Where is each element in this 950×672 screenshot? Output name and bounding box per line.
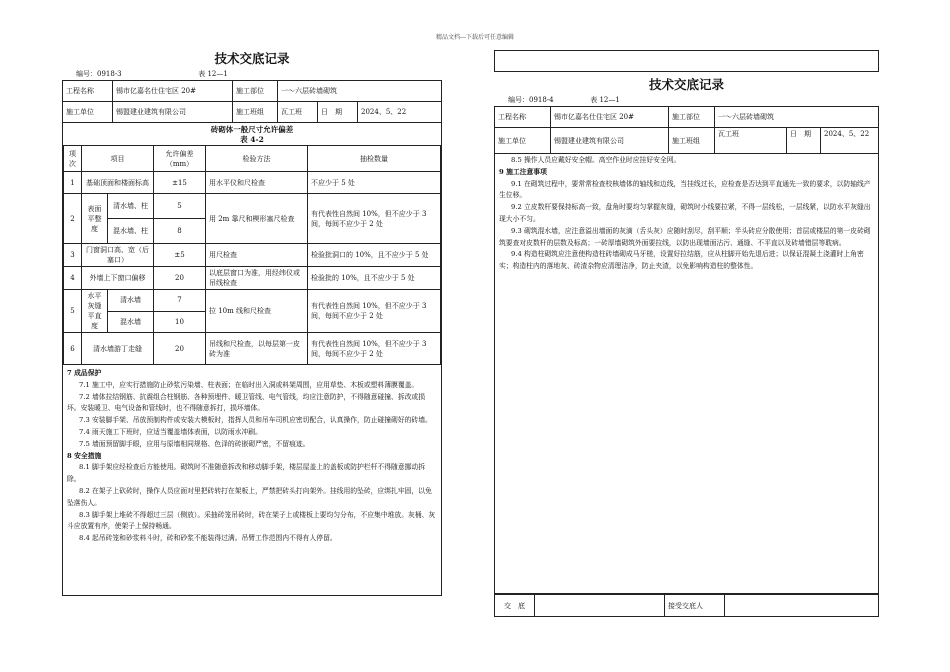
- date-value: 2024、5、22: [358, 102, 442, 123]
- para-9-3: 9.3 砌筑混水墙，应注意溢出墙面的灰滴（舌头灰）应随时刮尽，刮平顺；半头砖应分散使用；首层或楼层的第一皮砖砌筑要查对皮数杆的层数及标高；一砖厚墙砌筑外面要拉线，以防出现墙面沾污、通缝、不平直以及砖墙错层等耽病。: [499, 226, 871, 247]
- row-tol: 20: [154, 333, 206, 365]
- row-method: 以底层窗口为准，用经纬仪或吊线检查: [206, 267, 308, 290]
- header-note: 精品文档---下载后可任意编辑: [435, 34, 515, 41]
- row-no: 1: [64, 172, 82, 194]
- date-value: 2024、5、22: [821, 128, 879, 154]
- row-item: 表面平整度: [82, 194, 108, 244]
- section-7-title: 7 成品保护: [67, 369, 102, 377]
- left-content-box: [62, 123, 442, 596]
- row-item: 外墙上下窗口偏移: [82, 267, 154, 290]
- row-item: 水平灰缝平直度: [82, 290, 108, 333]
- part-value: 一～六层砖墙砌筑: [278, 81, 442, 102]
- date-label: 日 期: [318, 102, 358, 123]
- para-8-2: 8.2 在架子上砍砖时，操作人员应面对里把砖转打在架板上，严禁把砖头打向架外。挂线用的坠砖，应绑扎牢固，以免坠落伤人。: [67, 486, 432, 507]
- right-table-no: 表 12—1: [590, 96, 620, 104]
- row-qty: 不应少于 5 处: [308, 172, 441, 194]
- left-subhead: [62, 68, 442, 80]
- row-method: 吊线和尺检查，以每层第一皮砖为准: [206, 333, 308, 365]
- unit-value: 锡盟建业建筑有限公司: [551, 128, 669, 154]
- row-method: 用尺检查: [206, 244, 308, 267]
- row-qty: 有代表性自然间 10%，但不应少于 3 间，每间不应少于 2 处: [308, 333, 441, 365]
- part-value: 一～六层砖墙砌筑: [715, 107, 879, 128]
- left-body-text: [63, 368, 441, 545]
- para-7-1: 7.1 施工中，应实行措施防止砂浆污染墙、柱表面；在临时出入洞或料架周围，应用草垫、木板或塑料薄膜覆盖。: [79, 380, 419, 389]
- para-8-5: 8.5 操作人员应戴好安全帽。高空作业时应挂好安全网。: [511, 156, 681, 164]
- row-tol: ±15: [154, 172, 206, 194]
- handover-label: 交 底: [495, 595, 535, 617]
- col-method: 检验方法: [206, 146, 308, 172]
- right-subhead: [494, 94, 879, 106]
- project-value: 锡市亿嘉名仕住宅区 20#: [551, 107, 669, 128]
- para-8-3: 8.3 脚手架上堆砖不得超过三层（侧放）。采抽砖笼吊砖时，砖在架子上或楼板上要均匀分布，不应集中堆放。灰桶、灰斗应放置有序，使架子上保持畅通。: [67, 510, 436, 531]
- left-number: 编号：0918-3: [76, 70, 122, 78]
- right-sign-table: [494, 594, 879, 617]
- para-8-4: 8.4 起吊砖笼和砂浆料斗时，砖和砂浆不能装得过满。吊臂工作范围内不得有人停留。: [79, 534, 337, 543]
- tolerance-title: 砖砌体一般尺寸允许偏差: [210, 125, 294, 134]
- left-page: [62, 50, 442, 596]
- row-tol: 20: [154, 267, 206, 290]
- col-no: 项次: [64, 146, 82, 172]
- row-subitem: 清水墙: [108, 290, 154, 312]
- team-label: 施工班组: [233, 102, 278, 123]
- row-subitem: 混水墙、柱: [108, 219, 154, 244]
- left-title: 技术交底记录: [214, 51, 290, 66]
- right-number: 编号：0918-4: [508, 96, 554, 104]
- table-row: [64, 290, 441, 312]
- row-tol: 7: [154, 290, 206, 312]
- row-subitem: 混水墙: [108, 311, 154, 333]
- section-8-title: 8 安全措施: [67, 451, 102, 460]
- tolerance-table: [63, 145, 441, 365]
- project-label: 工程名称: [63, 81, 113, 102]
- table-row: [64, 333, 441, 365]
- handover-value: [535, 595, 665, 617]
- row-item: 门窗洞口高、宽（后塞口）: [82, 244, 154, 267]
- para-9-1: 9.1 在砌筑过程中，要常常检查校核墙体的轴线和边线，当挂线过长，应检查是否达到平直通先一致的要求，以防轴线产生位移。: [499, 179, 871, 200]
- team-value: 瓦工班: [715, 128, 787, 154]
- para-7-3: 7.3 安装脚手架、吊放预制构件或安装大模板时，指挥人员和吊车司机应密切配合，认真操作，防止碰撞砌好的砖墙。: [79, 416, 432, 425]
- row-no: 6: [64, 333, 82, 365]
- section-9-title: 9 施工注意事项: [499, 167, 547, 176]
- col-qty: 抽检数量: [308, 146, 441, 172]
- project-label: 工程名称: [495, 107, 551, 128]
- right-info-table: [494, 106, 879, 154]
- para-9-4: 9.4 构造柱砌筑应注意使构造柱砖墙砌成马牙槎，设置好拉结筋，应从柱脚开始先退后进；以保证混凝土浇灌时上角密实；构造柱内的落地灰、砖渣杂物应清理洁净，防止夹渣，以免影响构造柱的整体性。: [499, 250, 864, 271]
- row-no: 4: [64, 267, 82, 290]
- row-method: 拉 10m 线和尺检查: [206, 290, 308, 333]
- row-item: 清水墙游丁走缝: [82, 333, 154, 365]
- col-tol: 允许偏差（mm）: [154, 146, 206, 172]
- table-row: [64, 244, 441, 267]
- row-qty: 有代表性自然间 10%，但不应少于 3 间，每间不应少于 2 处: [308, 194, 441, 244]
- para-7-2: 7.2 墙体拉结钢筋、抗震组合柱钢筋、各种预埋件、暖卫管线、电气管线，均应注意防护，不得随意碰撞、拆改或损坏。安装暖卫、电气设备和管线时，也不得随意拆打，损坏墙体。: [67, 392, 426, 413]
- right-content-box: [494, 154, 879, 594]
- table-row: [64, 194, 441, 219]
- unit-label: 施工单位: [495, 128, 551, 154]
- table-row: [64, 267, 441, 290]
- row-subitem: 清水墙、柱: [108, 194, 154, 219]
- row-no: 2: [64, 194, 82, 244]
- row-method: 用水平仪和尺检查: [206, 172, 308, 194]
- right-body-text: [495, 155, 878, 273]
- date-label: 日 期: [787, 128, 821, 154]
- para-8-1: 8.1 脚手架应经检查后方能使用。砌筑时不准随意拆改和移动脚手架，楼层屋盖上的盖板或防护栏杆不得随意挪动拆除。: [67, 463, 426, 484]
- row-qty: 有代表性自然间 10%，但不应少于 3 间，每间不应少于 2 处: [308, 290, 441, 333]
- row-tol: 10: [154, 311, 206, 333]
- col-item: 项目: [82, 146, 154, 172]
- row-tol: ±5: [154, 244, 206, 267]
- receiver-label: 接受交底人: [665, 595, 725, 617]
- unit-value: 锡盟建业建筑有限公司: [113, 102, 233, 123]
- receiver-value: [725, 595, 879, 617]
- right-page: [494, 76, 879, 617]
- part-label: 施工部位: [233, 81, 278, 102]
- unit-label: 施工单位: [63, 102, 113, 123]
- row-method: 用 2m 靠尺和楔形塞尺检查: [206, 194, 308, 244]
- team-value: 瓦工班: [278, 102, 318, 123]
- row-no: 3: [64, 244, 82, 267]
- para-7-4: 7.4 雨天施工下班时，应适当覆盖墙体表面，以防雨水冲刷。: [79, 427, 262, 436]
- left-info-table: [62, 80, 442, 123]
- para-7-5: 7.5 墙面预留脚手眼，应用与原墙相同规格、色泽的砖嵌砌严密，不留痕迹。: [79, 439, 310, 448]
- row-no: 5: [64, 290, 82, 333]
- right-title: 技术交底记录: [648, 77, 724, 92]
- table-row: [64, 172, 441, 194]
- tolerance-table-no: 表 4-2: [240, 135, 264, 144]
- left-table-no: 表 12—1: [198, 70, 228, 78]
- right-top-box: [494, 50, 879, 72]
- team-label: 施工班组: [669, 128, 715, 154]
- row-item: 基础顶面和楼面标高: [82, 172, 154, 194]
- row-qty: 检验批洞口的 10%，且不应少于 5 处: [308, 244, 441, 267]
- project-value: 锡市亿嘉名仕住宅区 20#: [113, 81, 233, 102]
- row-tol: 5: [154, 194, 206, 219]
- row-qty: 检验批的 10%，且不应少于 5 处: [308, 267, 441, 290]
- row-tol: 8: [154, 219, 206, 244]
- para-9-2: 9.2 立皮数杆要保持标高一致，盘角时要均匀掌握灰缝，砌筑时小线要拉紧，不得一层线松，一层线紧，以防水平灰缝出现大小不匀。: [499, 203, 871, 223]
- part-label: 施工部位: [669, 107, 715, 128]
